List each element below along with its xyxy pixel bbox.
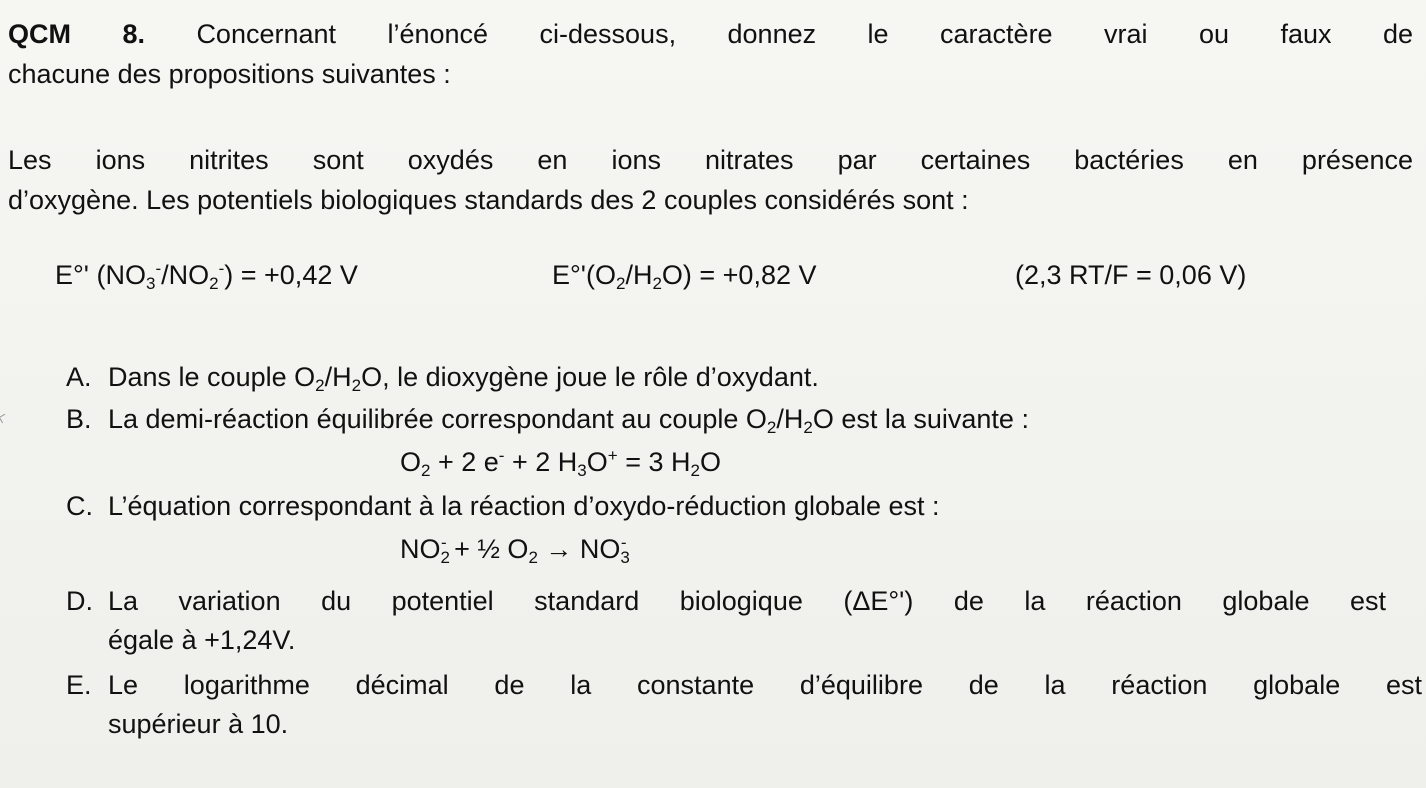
option-a-text: Dans le couple $O_2/H_2O$, le dioxygène joue le rôle d’oxydant.	[108, 362, 819, 395]
option-b	[66, 400, 1416, 439]
option-c-formula: $NO_2^-$ + ½ $O_2 \to NO_3^-$	[400, 533, 630, 567]
option-c-text: L’équation correspondant à la réaction d’oxydo-réduction globale est :	[108, 491, 940, 521]
potential-o2-h2o: $E^\circ'(O_2/H_2O) = +0,82$ V	[552, 260, 817, 293]
option-c	[66, 487, 1416, 526]
question-intro	[8, 14, 1413, 94]
option-e-line-2: supérieur à 10.	[108, 709, 289, 739]
option-b-text: La demi-réaction équilibrée correspondant au couple $O_2/H_2O$ est la suivante :	[108, 404, 1029, 437]
question-title: QCM 8.	[8, 19, 145, 49]
option-d	[66, 582, 1386, 660]
margin-pen-mark	[0, 414, 8, 424]
option-e	[66, 666, 1422, 744]
option-e-line-1: Le logarithme décimal de la constante d’équilibre de la réaction globale est	[108, 670, 1422, 700]
option-b-letter: B.	[66, 404, 92, 434]
standard-potentials	[55, 253, 1355, 297]
option-e-letter: E.	[66, 670, 92, 700]
potential-no3-no2: E°' $(NO_3^-/NO_2^-) = +0,42$ V	[55, 259, 358, 293]
question-intro-line-2: chacune des propositions suivantes :	[8, 59, 451, 89]
question-intro-line-1	[8, 14, 1413, 54]
statement-line-2: d’oxygène. Les potentiels biologiques standards des 2 couples considérés sont :	[8, 185, 969, 215]
option-d-line-1: La variation du potentiel standard biologique (ΔE°') de la réaction globale est	[108, 586, 1386, 616]
option-c-letter: C.	[66, 491, 93, 521]
statement-line-1: Les ions nitrites sont oxydés en ions nitrates par certaines bactéries en présence	[8, 145, 1413, 175]
option-a	[66, 358, 1416, 397]
option-d-line-2: égale à +1,24V.	[108, 625, 296, 655]
statement	[8, 140, 1413, 220]
option-d-text	[108, 582, 1386, 660]
question-intro-text: Concernant l’énoncé ci-dessous, donnez le caractère vrai ou faux de	[196, 19, 1413, 49]
option-e-text	[108, 666, 1422, 744]
option-b-formula: $O_2 + 2$ e- + 2 $H_3O^+ = 3$ $H_2O$	[400, 446, 721, 480]
option-a-letter: A.	[66, 362, 92, 392]
rtf-constant: (2,3 RT/F = 0,06 V)	[1015, 260, 1247, 290]
option-d-letter: D.	[66, 586, 93, 616]
